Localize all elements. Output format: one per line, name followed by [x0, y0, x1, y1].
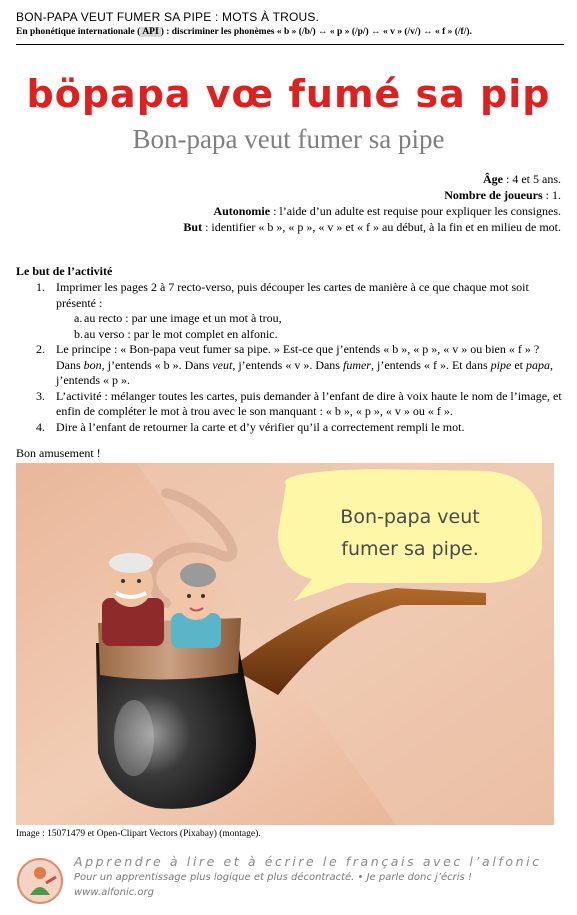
meta-age-value: : 4 et 5 ans.: [503, 172, 561, 186]
step-text-part: et: [511, 357, 526, 372]
illustration-svg: [16, 463, 554, 825]
image-credit: Image : 15071479 et Open-Clipart Vectors (Pixabay) (montage).: [16, 829, 261, 839]
french-title: Bon-papa veut fumer sa pipe: [132, 124, 445, 154]
meta-goal-value: : identifier « b », « p », « v » et « f » au début, à la fin et en milieu de mot.: [202, 220, 561, 234]
bubble-line-1: Bon-papa veut: [340, 506, 480, 528]
step-1: [16, 280, 564, 311]
header-divider: [16, 44, 564, 45]
section-title: Le but de l’activité: [16, 264, 113, 278]
meta-players: [183, 187, 561, 203]
step-text-part: , j’entends « v ». Dans: [232, 357, 343, 372]
example-word: fumer: [342, 357, 371, 372]
meta-goal: [183, 219, 561, 235]
step-number: 4.: [36, 419, 45, 434]
alfonic-title: böpapa vœ fumé sa pip: [26, 72, 551, 116]
illustration: [16, 463, 554, 825]
page-header: [16, 10, 564, 37]
meta-age-label: Âge: [483, 172, 503, 186]
meta-players-value: : 1.: [542, 188, 561, 202]
bubble-line-2: fumer sa pipe.: [341, 538, 479, 560]
alfonic-logo-icon: [16, 857, 64, 905]
pipe-bowl-shine: [114, 700, 154, 776]
sub-step-text: au recto : par une image et un mot à trou,: [84, 311, 282, 325]
sub-step-letter: a.: [74, 311, 83, 325]
meta-autonomy-label: Autonomie: [213, 204, 271, 218]
meta-goal-label: But: [183, 220, 203, 234]
step-number: 3.: [36, 388, 45, 403]
speech-bubble: [278, 469, 542, 601]
step-1a: [16, 311, 564, 327]
sub-step-text: au verso : par le mot complet en alfonic.: [84, 326, 278, 341]
header-subtitle: [16, 27, 564, 37]
header-subtitle-suffix: ) : discriminer les phonèmes « b » (/b/) ↔ « p » (/p/) ↔ « v » (/v/) ↔ « f » (/f/).: [160, 27, 472, 37]
step-text-part: , j’entends « f ». Et dans: [370, 357, 491, 372]
step-2: [16, 342, 564, 389]
api-abbreviation: API: [142, 27, 159, 37]
meta-autonomy-value: : l’aide d’un adulte est requise pour expliquer les consignes.: [270, 204, 561, 218]
step-text-part: , j’entends « b ». Dans: [101, 357, 213, 372]
step-text: [56, 342, 553, 387]
step-3: [16, 389, 564, 420]
steps-list: [16, 280, 564, 435]
step-text: Dire à l’enfant de retourner la carte et d’y vérifier qu’il a correctement rempli le mot.: [56, 419, 465, 434]
step-text-part: Le principe : « Bon-papa veut fumer sa pipe. » Est-ce que j’entends « b », « p », « v » ou bien « f » ? Dans: [56, 342, 540, 372]
example-word: pipe: [490, 357, 512, 372]
sub-step-letter: b.: [74, 326, 83, 341]
example-word: bon: [83, 357, 102, 372]
step-number: 1.: [36, 280, 45, 294]
header-title: BON-PAPA VEUT FUMER SA PIPE : MOTS À TROUS.: [16, 10, 320, 24]
footer-website-link[interactable]: www.alfonic.org: [74, 887, 154, 898]
step-text-part: , j’entends « p ».: [56, 357, 553, 387]
closing-text: Bon amusement !: [16, 446, 101, 460]
example-word: papa: [525, 357, 550, 372]
meta-players-label: Nombre de joueurs: [444, 188, 543, 202]
step-4: [16, 420, 564, 436]
meta-age: [183, 171, 561, 187]
step-text: L’activité : mélanger toutes les cartes, puis demander à l’enfant de dire à voix haute le nom de l’image, et enfin de compléter le mot à trou avec le son manquant : « b », « p », « v » ou « f ».: [56, 388, 562, 418]
activity-meta: [183, 171, 561, 235]
step-number: 2.: [36, 342, 45, 356]
header-subtitle-prefix: En phonétique internationale (: [16, 27, 141, 37]
meta-autonomy: [183, 203, 561, 219]
footer-tagline: Apprendre à lire et à écrire le français avec l’alfonic: [74, 854, 542, 869]
example-word: veut: [212, 357, 233, 372]
step-text: Imprimer les pages 2 à 7 recto-verso, puis découper les cartes de manière à ce que chaque mot soit présenté :: [56, 280, 529, 310]
footer-subtagline: Pour un apprentissage plus logique et plus décontracté. • Je parle donc j’écris !: [74, 872, 472, 883]
step-1b: [16, 327, 564, 343]
